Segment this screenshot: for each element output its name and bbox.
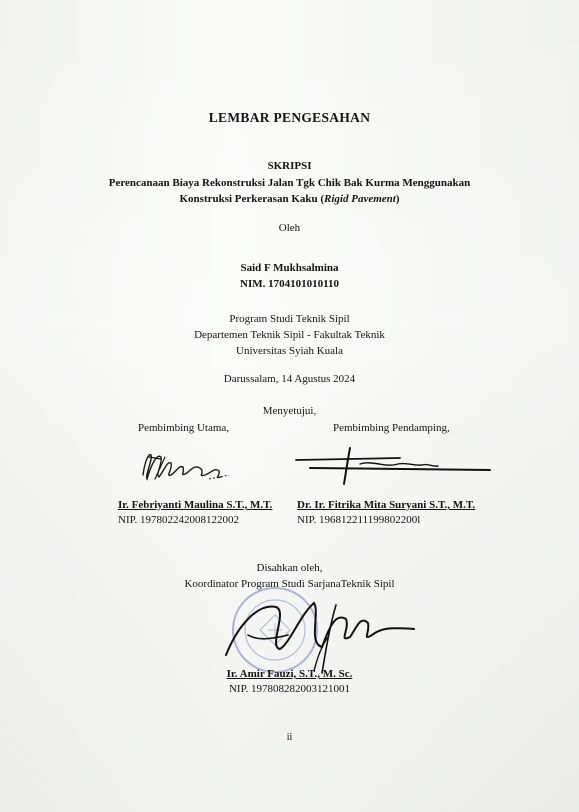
place-date: Darussalam, 14 Agustus 2024 xyxy=(223,373,356,385)
study-program: Program Studi Teknik Sipil xyxy=(229,313,350,325)
university: Universitas Syiah Kuala xyxy=(236,345,343,357)
supervisor2-nip: NIP. 196812211199802200l xyxy=(297,514,421,526)
thesis-title-line2-suffix: ) xyxy=(395,193,400,205)
thesis-title-line2-italic: Rigid Pavement xyxy=(324,193,396,205)
supervisor1-signature xyxy=(135,445,235,490)
coordinator-signature xyxy=(218,585,418,675)
thesis-title-line2 xyxy=(0,193,579,205)
supervisor1-nip: NIP. 197802242008122002 xyxy=(118,514,240,526)
page-number: ii xyxy=(286,732,293,743)
thesis-title-line1: Perencanaan Biaya Rekonstruksi Jalan Tgk Chik Bak Kurma Menggunakan xyxy=(108,177,471,189)
supervisor2-role: Pembimbing Pendamping, xyxy=(333,422,450,434)
author-name: Said F Mukhsalmina xyxy=(240,262,339,274)
coordinator-role: Koordinator Program Studi SarjanaTeknik Sipil xyxy=(184,578,395,590)
author-nim: NIM. 1704101010110 xyxy=(240,278,339,290)
thesis-title-line2-prefix: Konstruksi Perkerasan Kaku ( xyxy=(179,193,325,205)
ratification-label: Disahkan oleh, xyxy=(256,562,323,574)
supervisor2-name: Dr. Ir. Fitrika Mita Suryani S.T., M.T. xyxy=(297,499,476,511)
coordinator-name: Ir. Amir Fauzi, S.T., M. Sc. xyxy=(226,668,353,680)
supervisor1-role: Pembimbing Utama, xyxy=(138,422,230,434)
page-title: LEMBAR PENGESAHAN xyxy=(208,110,371,125)
department: Departemen Teknik Sipil - Fakultak Teknik xyxy=(194,329,385,341)
supervisor2-signature xyxy=(290,448,505,488)
by-label: Oleh xyxy=(278,222,301,234)
document-type: SKRIPSI xyxy=(267,160,312,172)
supervisor1-name: Ir. Febriyanti Maulina S.T., M.T. xyxy=(118,499,273,511)
approval-label: Menyetujui, xyxy=(262,405,317,417)
coordinator-nip: NIP. 197808282003121001 xyxy=(228,683,350,695)
